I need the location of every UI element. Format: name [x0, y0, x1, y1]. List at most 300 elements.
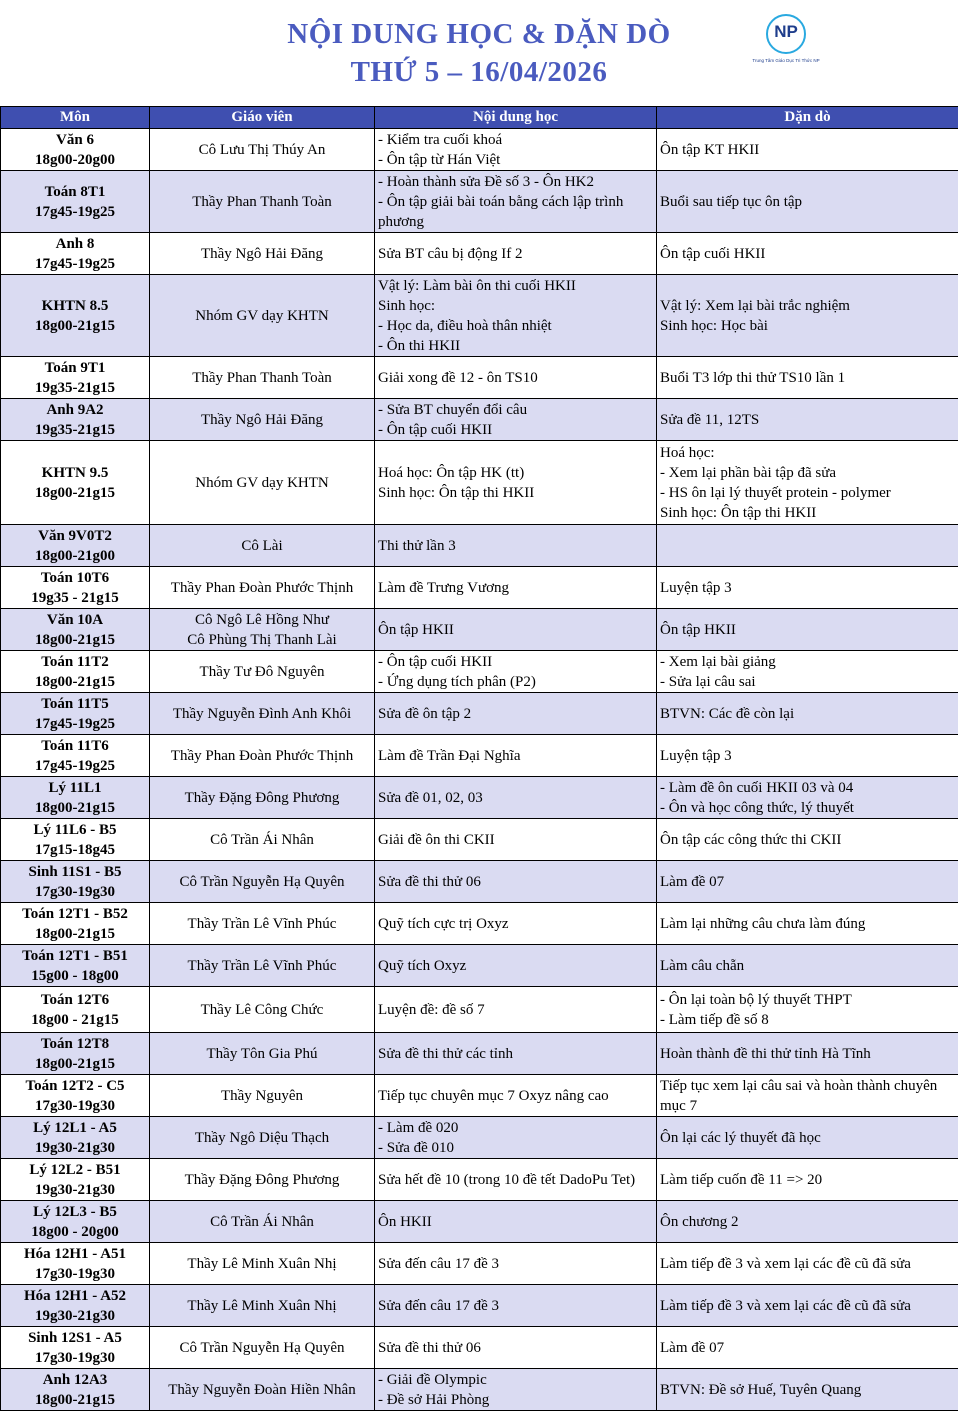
homework-cell-line: - Ôn và học công thức, lý thuyết: [660, 799, 854, 816]
subject-cell-line: 18g00-21g15: [35, 317, 115, 334]
logo-text: NP: [774, 22, 798, 41]
subject-cell: [1, 1327, 150, 1369]
table-row: [1, 945, 958, 987]
teacher-cell-line: Thầy Nguyên: [220, 1087, 304, 1104]
subject-cell-line: Anh 9A2: [46, 401, 104, 418]
center-logo: [748, 12, 828, 68]
subject-cell-line: Văn 9V0T2: [38, 527, 112, 544]
subject-cell-line: Lý 11L1: [48, 779, 102, 796]
homework-cell: [657, 945, 958, 987]
subject-cell-line: 17g30-19g30: [35, 1349, 115, 1366]
table-row: [1, 1327, 958, 1369]
teacher-cell-line: Thầy Tôn Gia Phú: [206, 1045, 318, 1062]
content-cell-line: - Hoàn thành sửa Đề số 3 - Ôn HK2: [378, 173, 595, 190]
homework-cell-line: Sinh học: Ôn tập thi HKII: [660, 504, 817, 521]
table-row: [1, 987, 958, 1033]
homework-cell: [657, 567, 958, 609]
content-cell: [375, 171, 657, 233]
table-row: [1, 525, 958, 567]
subject-cell: [1, 903, 150, 945]
subject-cell-line: 18g00-21g15: [35, 925, 115, 942]
homework-cell-line: BTVN: Các đề còn lại: [660, 705, 795, 722]
teacher-cell-line: Thầy Lê Minh Xuân Nhị: [187, 1255, 337, 1272]
content-cell: [375, 525, 657, 567]
teacher-cell-line: Cô Trần Nguyễn Hạ Quyên: [179, 1339, 345, 1356]
table-row: [1, 171, 958, 233]
content-cell-line: Sinh học:: [378, 297, 436, 314]
subject-cell-line: Sinh 12S1 - A5: [28, 1329, 122, 1346]
homework-cell-line: - Làm tiếp đề số 8: [660, 1011, 769, 1028]
subject-cell: [1, 945, 150, 987]
schedule-table: [0, 106, 958, 1411]
content-cell: [375, 609, 657, 651]
page-title: NỘI DUNG HỌC & DẶN DÒ: [287, 18, 671, 50]
homework-cell-line: Buổi sau tiếp tục ôn tập: [660, 193, 803, 210]
content-cell-line: - Sửa BT chuyển đổi câu: [378, 401, 528, 418]
content-cell: [375, 693, 657, 735]
homework-cell: [657, 275, 958, 357]
teacher-cell: [150, 861, 375, 903]
content-cell: [375, 1285, 657, 1327]
homework-cell-line: - Làm đề ôn cuối HKII 03 và 04: [660, 779, 854, 796]
subject-cell-line: 17g15-18g45: [35, 841, 115, 858]
subject-cell: [1, 525, 150, 567]
content-cell-line: - Ôn tập từ Hán Việt: [378, 151, 501, 168]
subject-cell-line: 18g00-21g00: [35, 547, 115, 564]
subject-cell-line: 17g45-19g25: [35, 757, 115, 774]
content-cell-line: - Làm đề 020: [378, 1119, 459, 1136]
homework-cell-line: Tiếp tục xem lại câu sai và hoàn thành chuyên mục 7: [660, 1077, 938, 1114]
teacher-cell: [150, 609, 375, 651]
subject-cell: [1, 861, 150, 903]
subject-cell-line: Toán 10T6: [40, 569, 110, 586]
subject-cell: [1, 567, 150, 609]
content-cell-line: Quỹ tích cực trị Oxyz: [378, 915, 509, 932]
col-header-noi-dung: Nội dung học: [375, 107, 657, 129]
subject-cell-line: Toán 8T1: [44, 183, 106, 200]
teacher-cell-line: Thầy Ngô Hải Đăng: [200, 245, 324, 262]
teacher-cell-line: Thầy Đặng Đông Phương: [184, 789, 340, 806]
homework-cell-line: Luyện tập 3: [660, 579, 732, 596]
content-cell: [375, 441, 657, 525]
subject-cell-line: Văn 6: [56, 131, 94, 148]
subject-cell: [1, 987, 150, 1033]
content-cell: [375, 567, 657, 609]
teacher-cell-line: Cô Lài: [241, 537, 283, 554]
subject-cell-line: Toán 12T1 - B51: [22, 947, 128, 964]
subject-cell-line: 15g00 - 18g00: [31, 967, 119, 984]
content-cell-line: Sửa đề thi thử 06: [378, 1339, 481, 1356]
subject-cell-line: Lý 11L6 - B5: [33, 821, 117, 838]
subject-cell-line: 19g30-21g30: [35, 1307, 115, 1324]
homework-cell: [657, 903, 958, 945]
subject-cell-line: 17g30-19g30: [35, 1265, 115, 1282]
homework-cell-line: Làm đề 07: [660, 1339, 725, 1356]
homework-cell-line: Làm tiếp đề 3 và xem lại các đề cũ đã sửa: [660, 1255, 911, 1272]
table-body: [1, 129, 958, 1411]
teacher-cell-line: Thầy Trần Lê Vĩnh Phúc: [187, 915, 337, 932]
table-row: [1, 735, 958, 777]
content-cell-line: - Ôn tập giải bài toán bằng cách lập trình phương: [378, 193, 624, 230]
content-cell: [375, 357, 657, 399]
subject-cell-line: 18g00-21g15: [35, 1391, 115, 1408]
col-header-giao-vien: Giáo viên: [150, 107, 375, 129]
homework-cell: [657, 1117, 958, 1159]
subject-cell: [1, 399, 150, 441]
teacher-cell-line: Thầy Phan Đoàn Phước Thịnh: [170, 579, 354, 596]
content-cell: [375, 945, 657, 987]
subject-cell: [1, 1369, 150, 1411]
homework-cell: [657, 1369, 958, 1411]
subject-cell-line: 18g00-21g15: [35, 484, 115, 501]
subject-cell: [1, 1243, 150, 1285]
table-row: [1, 567, 958, 609]
subject-cell: [1, 693, 150, 735]
teacher-cell: [150, 1243, 375, 1285]
teacher-cell-line: Thầy Ngô Hải Đăng: [200, 411, 324, 428]
table-row: [1, 861, 958, 903]
subject-cell: [1, 1117, 150, 1159]
content-cell: [375, 129, 657, 171]
table-row: [1, 609, 958, 651]
content-cell-line: - Ôn tập cuối HKII: [378, 653, 493, 670]
subject-cell: [1, 233, 150, 275]
table-row: [1, 233, 958, 275]
subject-cell: [1, 1075, 150, 1117]
teacher-cell-line: Thầy Lê Công Chức: [200, 1001, 324, 1018]
content-cell: [375, 735, 657, 777]
subject-cell: [1, 1159, 150, 1201]
subject-cell: [1, 735, 150, 777]
homework-cell: [657, 399, 958, 441]
homework-cell: [657, 1201, 958, 1243]
content-cell: [375, 777, 657, 819]
teacher-cell-line: Cô Trần Nguyễn Hạ Quyên: [179, 873, 345, 890]
subject-cell-line: 19g30-21g30: [35, 1139, 115, 1156]
subject-cell-line: Hóa 12H1 - A52: [23, 1287, 127, 1304]
subject-cell-line: Toán 9T1: [44, 359, 106, 376]
subject-cell-line: Toán 12T1 - B52: [22, 905, 128, 922]
subject-cell: [1, 777, 150, 819]
content-cell-line: Giải đề ôn thi CKII: [378, 831, 495, 848]
subject-cell-line: 17g45-19g25: [35, 715, 115, 732]
content-cell: [375, 987, 657, 1033]
table-row: [1, 903, 958, 945]
content-cell-line: - Kiểm tra cuối khoá: [378, 131, 503, 148]
homework-cell-line: - HS ôn lại lý thuyết protein - polymer: [660, 484, 891, 501]
homework-cell: [657, 819, 958, 861]
subject-cell: [1, 357, 150, 399]
homework-cell-line: Luyện tập 3: [660, 747, 732, 764]
teacher-cell: [150, 1327, 375, 1369]
subject-cell-line: 19g35-21g15: [35, 379, 115, 396]
subject-cell-line: KHTN 9.5: [41, 464, 109, 481]
teacher-cell: [150, 651, 375, 693]
subject-cell-line: 18g00-21g15: [35, 673, 115, 690]
table-row: [1, 693, 958, 735]
subject-cell: [1, 1285, 150, 1327]
content-cell: [375, 1201, 657, 1243]
teacher-cell: [150, 171, 375, 233]
teacher-cell-line: Thầy Tư Đô Nguyên: [199, 663, 325, 680]
content-cell-line: Sửa đề thi thử các tỉnh: [378, 1045, 513, 1062]
homework-cell: [657, 609, 958, 651]
table-row: [1, 1033, 958, 1075]
table-row: [1, 651, 958, 693]
subject-cell-line: Hóa 12H1 - A51: [23, 1245, 127, 1262]
homework-cell-line: - Sửa lại câu sai: [660, 673, 756, 690]
subject-cell-line: 18g00-21g15: [35, 631, 115, 648]
subject-cell-line: Toán 12T8: [40, 1035, 110, 1052]
subject-cell: [1, 129, 150, 171]
homework-cell-line: - Xem lại phần bài tập đã sửa: [660, 464, 836, 481]
homework-cell-line: Buổi T3 lớp thi thử TS10 lần 1: [660, 369, 846, 386]
subject-cell: [1, 275, 150, 357]
content-cell-line: Ôn HKII: [378, 1213, 432, 1230]
homework-cell-line: Làm tiếp đề 3 và xem lại các đề cũ đã sửa: [660, 1297, 911, 1314]
subject-cell-line: Văn 10A: [46, 611, 104, 628]
table-row: [1, 819, 958, 861]
content-cell-line: Sửa đề ôn tập 2: [378, 705, 472, 722]
teacher-cell: [150, 987, 375, 1033]
teacher-cell: [150, 1117, 375, 1159]
content-cell-line: - Ôn thi HKII: [378, 337, 461, 354]
teacher-cell: [150, 275, 375, 357]
teacher-cell-line: Thầy Trần Lê Vĩnh Phúc: [187, 957, 337, 974]
content-cell-line: Vật lý: Làm bài ôn thi cuối HKII: [378, 277, 576, 294]
table-row: [1, 129, 958, 171]
content-cell-line: Tiếp tục chuyên mục 7 Oxyz nâng cao: [378, 1087, 609, 1104]
table-row: [1, 1201, 958, 1243]
homework-cell: [657, 233, 958, 275]
subject-cell-line: 18g00-21g15: [35, 799, 115, 816]
table-row: [1, 275, 958, 357]
teacher-cell: [150, 525, 375, 567]
table-row: [1, 777, 958, 819]
subject-cell-line: Toán 11T6: [41, 737, 109, 754]
content-cell: [375, 1159, 657, 1201]
content-cell-line: Làm đề Trưng Vương: [378, 579, 510, 596]
page-header: [0, 0, 958, 104]
content-cell: [375, 1117, 657, 1159]
content-cell: [375, 1327, 657, 1369]
homework-cell-line: Làm lại những câu chưa làm đúng: [660, 915, 866, 932]
subject-cell-line: 18g00-20g00: [35, 151, 115, 168]
homework-cell-line: Vật lý: Xem lại bài trắc nghiệm: [660, 297, 850, 314]
teacher-cell-line: Thầy Phan Thanh Toàn: [192, 193, 332, 210]
teacher-cell-line: Cô Phùng Thị Thanh Lài: [187, 631, 337, 648]
content-cell-line: Sửa hết đề 10 (trong 10 đề tết DadoPu Tet): [378, 1171, 636, 1188]
subject-cell: [1, 609, 150, 651]
homework-cell: [657, 1243, 958, 1285]
subject-cell-line: Toán 12T6: [40, 991, 110, 1008]
content-cell-line: Sửa đến câu 17 đề 3: [378, 1255, 500, 1272]
subject-cell-line: 18g00 - 20g00: [31, 1223, 119, 1240]
homework-cell-line: Ôn tập HKII: [660, 621, 736, 638]
subject-cell-line: 19g35-21g15: [35, 421, 115, 438]
homework-cell-line: Hoàn thành đề thi thử tỉnh Hà Tĩnh: [660, 1045, 871, 1062]
subject-cell-line: Sinh 11S1 - B5: [28, 863, 122, 880]
teacher-cell: [150, 129, 375, 171]
teacher-cell-line: Thầy Nguyễn Đình Anh Khôi: [172, 705, 352, 722]
table-row: [1, 1369, 958, 1411]
homework-cell: [657, 735, 958, 777]
subject-cell-line: Lý 12L2 - B51: [29, 1161, 121, 1178]
subject-cell-line: Toán 11T5: [41, 695, 109, 712]
homework-cell-line: Ôn tập các công thức thi CKII: [660, 831, 842, 848]
homework-cell: [657, 987, 958, 1033]
content-cell: [375, 399, 657, 441]
table-row: [1, 1117, 958, 1159]
subject-cell-line: 17g30-19g30: [35, 1097, 115, 1114]
homework-cell: [657, 129, 958, 171]
subject-cell: [1, 819, 150, 861]
homework-cell-line: Làm đề 07: [660, 873, 725, 890]
homework-cell-line: Ôn tập KT HKII: [660, 141, 760, 158]
homework-cell: [657, 441, 958, 525]
subject-cell-line: 19g30-21g30: [35, 1181, 115, 1198]
content-cell-line: Làm đề Trần Đại Nghĩa: [378, 747, 521, 764]
table-row: [1, 1285, 958, 1327]
homework-cell: [657, 1159, 958, 1201]
subject-cell-line: 17g30-19g30: [35, 883, 115, 900]
subject-cell-line: Lý 12L1 - A5: [33, 1119, 117, 1136]
page-subtitle-date: THỨ 5 – 16/04/2026: [350, 56, 608, 88]
teacher-cell-line: Cô Lưu Thị Thúy An: [198, 141, 326, 158]
content-cell-line: - Học da, điều hoà thân nhiệt: [378, 317, 552, 334]
content-cell-line: Sửa đề 01, 02, 03: [378, 789, 483, 806]
content-cell-line: - Ứng dụng tích phân (P2): [378, 673, 536, 690]
subject-cell-line: Anh 12A3: [42, 1371, 108, 1388]
teacher-cell-line: Thầy Ngô Diệu Thạch: [194, 1129, 330, 1146]
content-cell-line: Sửa đề thi thử 06: [378, 873, 481, 890]
homework-cell: [657, 357, 958, 399]
content-cell: [375, 275, 657, 357]
content-cell: [375, 1369, 657, 1411]
homework-cell: [657, 1285, 958, 1327]
subject-cell-line: Toán 11T2: [41, 653, 109, 670]
teacher-cell: [150, 777, 375, 819]
teacher-cell-line: Cô Trần Ái Nhân: [210, 1213, 314, 1230]
content-cell-line: - Sửa đề 010: [378, 1139, 455, 1156]
content-cell: [375, 903, 657, 945]
subject-cell-line: 19g35 - 21g15: [31, 589, 119, 606]
teacher-cell-line: Thầy Lê Minh Xuân Nhị: [187, 1297, 337, 1314]
subject-cell-line: 18g00-21g15: [35, 1055, 115, 1072]
homework-cell: [657, 693, 958, 735]
content-cell-line: - Ôn tập cuối HKII: [378, 421, 493, 438]
teacher-cell: [150, 945, 375, 987]
homework-cell: [657, 171, 958, 233]
content-cell: [375, 651, 657, 693]
subject-cell-line: Toán 12T2 - C5: [25, 1077, 125, 1094]
homework-cell: [657, 861, 958, 903]
content-cell-line: Sửa đến câu 17 đề 3: [378, 1297, 500, 1314]
content-cell: [375, 861, 657, 903]
subject-cell: [1, 441, 150, 525]
table-row: [1, 357, 958, 399]
subject-cell: [1, 1033, 150, 1075]
teacher-cell: [150, 357, 375, 399]
teacher-cell: [150, 903, 375, 945]
table-header-row: [1, 107, 958, 129]
homework-cell-line: BTVN: Đề sở Huế, Tuyên Quang: [660, 1381, 862, 1398]
homework-cell-line: Làm tiếp cuốn đề 11 => 20: [660, 1171, 823, 1188]
teacher-cell-line: Thầy Phan Thanh Toàn: [192, 369, 332, 386]
homework-cell: [657, 1075, 958, 1117]
content-cell: [375, 1033, 657, 1075]
teacher-cell-line: Thầy Nguyễn Đoàn Hiền Nhân: [168, 1381, 356, 1398]
teacher-cell-line: Cô Ngô Lê Hồng Như: [195, 611, 329, 628]
homework-cell-line: Sinh học: Học bài: [660, 317, 768, 334]
content-cell: [375, 233, 657, 275]
content-cell-line: - Đề sở Hải Phòng: [378, 1391, 490, 1408]
subject-cell-line: Anh 8: [55, 235, 95, 252]
content-cell-line: Ôn tập HKII: [378, 621, 454, 638]
homework-cell-line: Ôn chương 2: [660, 1213, 739, 1230]
homework-cell: [657, 651, 958, 693]
col-header-dan-do: Dặn dò: [657, 107, 958, 129]
content-cell-line: Sửa BT câu bị động If 2: [378, 245, 523, 262]
logo-subtext: Trung Tâm Giáo Dục Tri Thức NP: [752, 58, 820, 63]
homework-cell: [657, 777, 958, 819]
teacher-cell: [150, 1285, 375, 1327]
content-cell-line: Thi thử lần 3: [378, 537, 456, 554]
teacher-cell: [150, 1159, 375, 1201]
table-row: [1, 441, 958, 525]
content-cell-line: Luyện đề: đề số 7: [378, 1001, 485, 1018]
teacher-cell: [150, 567, 375, 609]
subject-cell: [1, 1201, 150, 1243]
teacher-cell-line: Thầy Đặng Đông Phương: [184, 1171, 340, 1188]
subject-cell-line: Lý 12L3 - B5: [33, 1203, 117, 1220]
teacher-cell: [150, 1033, 375, 1075]
teacher-cell: [150, 1201, 375, 1243]
content-cell: [375, 819, 657, 861]
homework-cell-line: - Xem lại bài giảng: [660, 653, 776, 670]
homework-cell-line: Sửa đề 11, 12TS: [660, 411, 760, 428]
homework-cell: [657, 1033, 958, 1075]
table-row: [1, 1075, 958, 1117]
teacher-cell-line: Thầy Phan Đoàn Phước Thịnh: [170, 747, 354, 764]
teacher-cell: [150, 1369, 375, 1411]
teacher-cell: [150, 399, 375, 441]
homework-cell-line: Ôn tập cuối HKII: [660, 245, 766, 262]
teacher-cell: [150, 441, 375, 525]
table-row: [1, 1159, 958, 1201]
subject-cell-line: KHTN 8.5: [41, 297, 109, 314]
content-cell-line: - Giải đề Olympic: [378, 1371, 487, 1388]
homework-cell-line: Ôn lại các lý thuyết đã học: [660, 1129, 821, 1146]
content-cell-line: Hoá học: Ôn tập HK (tt): [378, 464, 525, 481]
teacher-cell-line: Nhóm GV dạy KHTN: [195, 307, 329, 324]
homework-cell: [657, 1327, 958, 1369]
content-cell: [375, 1075, 657, 1117]
subject-cell-line: 18g00 - 21g15: [31, 1011, 119, 1028]
table-row: [1, 1243, 958, 1285]
homework-cell-line: - Ôn lại toàn bộ lý thuyết THPT: [660, 991, 852, 1008]
teacher-cell: [150, 233, 375, 275]
teacher-cell: [150, 1075, 375, 1117]
homework-cell: [657, 525, 958, 567]
teacher-cell: [150, 693, 375, 735]
subject-cell-line: 17g45-19g25: [35, 255, 115, 272]
teacher-cell: [150, 819, 375, 861]
content-cell-line: Giải xong đề 12 - ôn TS10: [378, 369, 538, 386]
teacher-cell-line: Nhóm GV dạy KHTN: [195, 474, 329, 491]
subject-cell-line: 17g45-19g25: [35, 203, 115, 220]
table-row: [1, 399, 958, 441]
